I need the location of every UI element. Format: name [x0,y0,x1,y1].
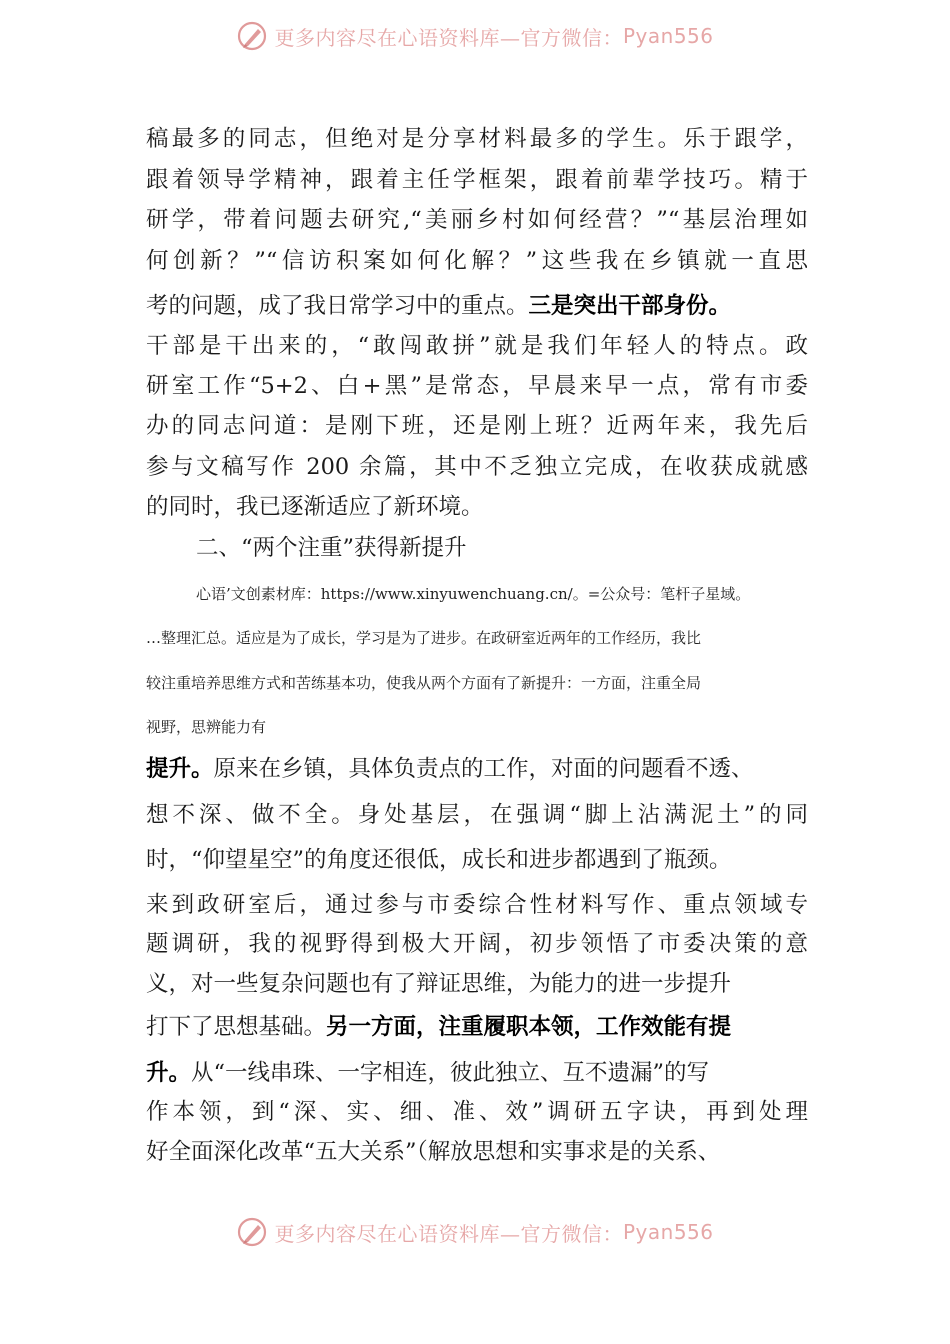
text-line: 作本领，到“深、实、细、准、效”调研五字诀，再到处理 [146,1099,808,1125]
text-line: 办的同志问道：是刚下班，还是刚上班？近两年来，我先后 [146,413,808,439]
text-segment: 打下了思想基础。 [146,1014,327,1040]
header-banner [0,16,950,56]
bold-heading: 三是突出干部身份。 [528,293,732,319]
section-heading: 二、“两个注重”获得新提升 [196,535,467,561]
text-line: 稿最多的同志，但绝对是分享材料最多的学生。乐于跟学， [146,126,808,152]
small-text-line: …整理汇总。适应是为了成长，学习是为了进步。在政研室近两年的工作经历，我比 [146,629,702,647]
text-line: 题调研，我的视野得到极大开阔，初步领悟了市委决策的意 [146,931,808,957]
banner-wechat: Pyan556 [622,1220,714,1244]
text-line: 干部是干出来的，“敢闯敢拼”就是我们年轻人的特点。政 [146,333,808,359]
bold-heading: 另一方面，注重履职本领，工作效能有提 [326,1014,732,1040]
small-text-line: 较注重培养思维方式和苦练基本功，使我从两个方面有了新提升：一方面，注重全局 [146,674,702,692]
text-line: 何创新？”“信访积案如何化解？”这些我在乡镇就一直思 [146,248,808,274]
text-line: 好全面深化改革“五大关系”（解放思想和实事求是的关系、 [146,1139,721,1165]
text-segment: 从“一线串珠、一字相连，彼此独立、互不遗漏”的写 [191,1060,710,1086]
text-line: 来到政研室后，通过参与市委综合性材料写作、重点领域专 [146,892,808,918]
small-text-line: 心语’文创素材库：https://www.xinyuwenchuang.cn/。=公众号：笔杆子星域。 [196,585,751,603]
text-line: 研室工作“5+2、白+黑”是常态，早晨来早一点，常有市委 [146,373,808,399]
bold-heading: 提升。 [146,756,214,782]
banner-text: 更多内容尽在心语资料库—官方微信： [274,25,623,50]
text-line: 义，对一些复杂问题也有了辩证思维，为能力的进一步提升 [146,971,732,997]
text-line [146,754,808,784]
text-line: 的同时，我已逐渐适应了新环境。 [146,494,484,520]
footer-banner [0,1212,950,1252]
banner-wechat: Pyan556 [622,24,714,48]
text-line: 研学，带着问题去研究,“美丽乡村如何经营？”“基层治理如 [146,207,808,233]
banner-text: 更多内容尽在心语资料库—官方微信： [274,1221,623,1246]
text-segment: 考的问题，成了我日常学习中的重点。 [146,293,529,319]
text-line: 跟着领导学精神，跟着主任学框架，跟着前辈学技巧。精于 [146,167,808,193]
text-line: 时，“仰望星空”的角度还很低，成长和进步都遇到了瓶颈。 [146,847,732,873]
text-line [146,291,808,321]
text-line: 想不深、做不全。身处基层，在强调“脚上沾满泥土”的同 [146,802,808,828]
text-line [146,1012,808,1042]
small-text-line: 视野，思辨能力有 [146,718,267,736]
text-line: 参与文稿写作 200 余篇，其中不乏独立完成，在收获成就感 [146,454,808,480]
pen-seal-icon [236,1216,268,1248]
bold-heading: 升。 [146,1060,192,1086]
text-line [146,1058,808,1088]
pen-seal-icon [236,20,268,52]
text-segment: 原来在乡镇，具体负责点的工作，对面的问题看不透、 [213,756,754,782]
